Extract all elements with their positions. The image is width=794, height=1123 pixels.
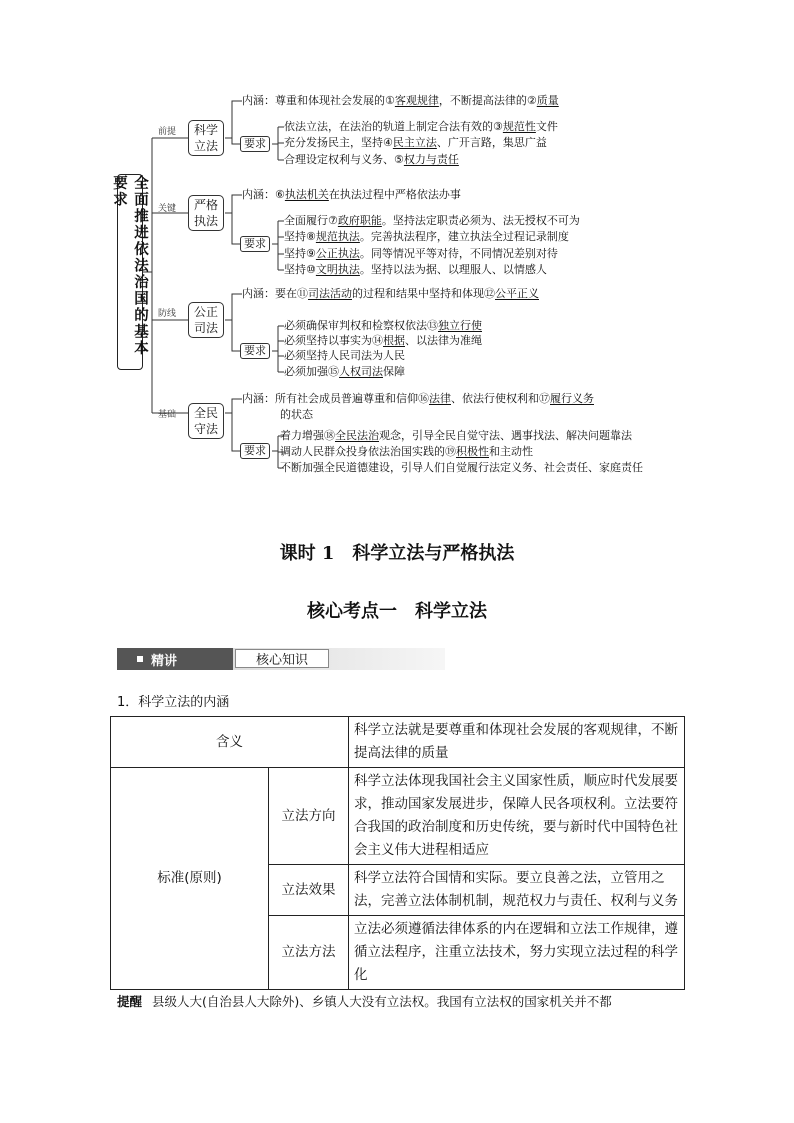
requirement-item: 必须加强⑮人权司法保障 (284, 365, 405, 378)
branch-connotation: 内涵：要在⑪司法活动的过程和结果中坚持和体现⑫公平正义 (242, 287, 539, 300)
branch-category: 关键 (158, 204, 177, 214)
requirement-item: 着力增强⑱全民法治观念，引导全民自觉守法、遇事找法、解决问题靠法 (280, 429, 632, 442)
table-cell-text: 科学立法符合国情和实际。要立良善之法，立管用之法，完善立法体制机制，规范权力与责任、权利与义务 (349, 865, 685, 916)
branch-box-kexue-lifa: 科学立法 (188, 120, 224, 156)
table-cell-label: 立法方法 (269, 916, 349, 990)
requirement-item: 必须坚持人民司法为人民 (284, 349, 405, 362)
branch-connotation: 内涵：尊重和体现社会发展的①客观规律，不断提高法律的②质量 (242, 94, 559, 107)
branch-category: 防线 (158, 309, 177, 319)
legislation-table (110, 716, 685, 990)
requirement-item: 调动人民群众投身依法治国实践的⑲积极性和主动性 (280, 445, 533, 458)
requirement-item: 坚持⑩文明执法。坚持以法为据、以理服人、以情感人 (284, 263, 547, 276)
requirement-item: 坚持⑧规范执法。完善执法程序，建立执法全过程记录制度 (284, 230, 569, 243)
table-cell-label: 立法效果 (269, 865, 349, 916)
branch-connotation: 内涵：⑥执法机关在执法过程中严格依法办事 (242, 188, 461, 201)
requirement-box: 要求 (240, 343, 270, 359)
table-cell-text: 立法必须遵循法律体系的内在逻辑和立法工作规律，遵循立法程序，注重立法技术，努力实现立法过程的科学化 (349, 916, 685, 990)
branch-box-quanmin-shoufa: 全民守法 (188, 403, 224, 439)
branch-category: 基础 (158, 410, 177, 420)
band-label-core-knowledge: 核心知识 (235, 649, 329, 668)
branch-connotation-cont: 的状态 (280, 408, 313, 421)
table-cell-label: 含义 (111, 717, 349, 768)
requirement-box: 要求 (240, 236, 270, 252)
branch-box-yange-zhifa: 严格执法 (188, 195, 224, 231)
requirement-item: 依法立法，在法治的轨道上制定合法有效的③规范性文件 (284, 120, 558, 133)
band-label-jingjiang: 精讲 (117, 648, 233, 670)
table-row (111, 768, 685, 865)
requirement-item: 充分发扬民主，坚持④民主立法、广开言路，集思广益 (284, 136, 547, 149)
lesson-title: 课时 1 科学立法与严格执法 (279, 543, 515, 564)
branch-category: 前提 (158, 127, 177, 137)
requirement-item: 全面履行⑦政府职能。坚持法定职责必须为、法无授权不可为 (284, 214, 580, 227)
reminder-label: 提醒 (117, 994, 143, 1009)
section-heading: 1．科学立法的内涵 (117, 695, 230, 710)
table-cell-label: 立法方向 (269, 768, 349, 865)
table-cell-label: 标准(原则) (111, 768, 269, 990)
requirement-item: 必须坚持以事实为⑭根据、以法律为准绳 (284, 334, 482, 347)
mindmap-root: 全面推进依法治国的基本要求 (117, 174, 143, 370)
branch-connotation: 内涵：所有社会成员普遍尊重和信仰⑯法律、依法行使权利和⑰履行义务 (242, 392, 594, 405)
table-cell-text: 科学立法体现我国社会主义国家性质，顺应时代发展要求，推动国家发展进步，保障人民各项权利。立法要符合我国的政治制度和历史传统，要与新时代中国特色社会主义伟大进程相适应 (349, 768, 685, 865)
requirement-item: 合理设定权利与义务、⑤权力与责任 (284, 153, 459, 166)
requirement-item: 坚持⑨公正执法。同等情况平等对待，不同情况差别对待 (284, 247, 558, 260)
branch-box-gongzheng-sifa: 公正司法 (188, 302, 224, 338)
requirement-box: 要求 (240, 136, 270, 152)
requirement-box: 要求 (240, 443, 270, 459)
section-band (117, 648, 433, 670)
requirement-item: 必须确保审判权和检察权依法⑬独立行使 (284, 319, 482, 332)
square-bullet-icon (137, 656, 143, 662)
reminder-text: 县级人大(自治县人大除外)、乡镇人大没有立法权。我国有立法权的国家机关并不都 (152, 994, 612, 1009)
table-row (111, 717, 685, 768)
reminder (117, 992, 612, 1010)
requirement-item: 不断加强全民道德建设，引导人们自觉履行法定义务、社会责任、家庭责任 (280, 461, 643, 474)
table-cell-text: 科学立法就是要尊重和体现社会发展的客观规律，不断提高法律的质量 (349, 717, 685, 768)
core-point-title: 核心考点一 科学立法 (307, 601, 487, 622)
